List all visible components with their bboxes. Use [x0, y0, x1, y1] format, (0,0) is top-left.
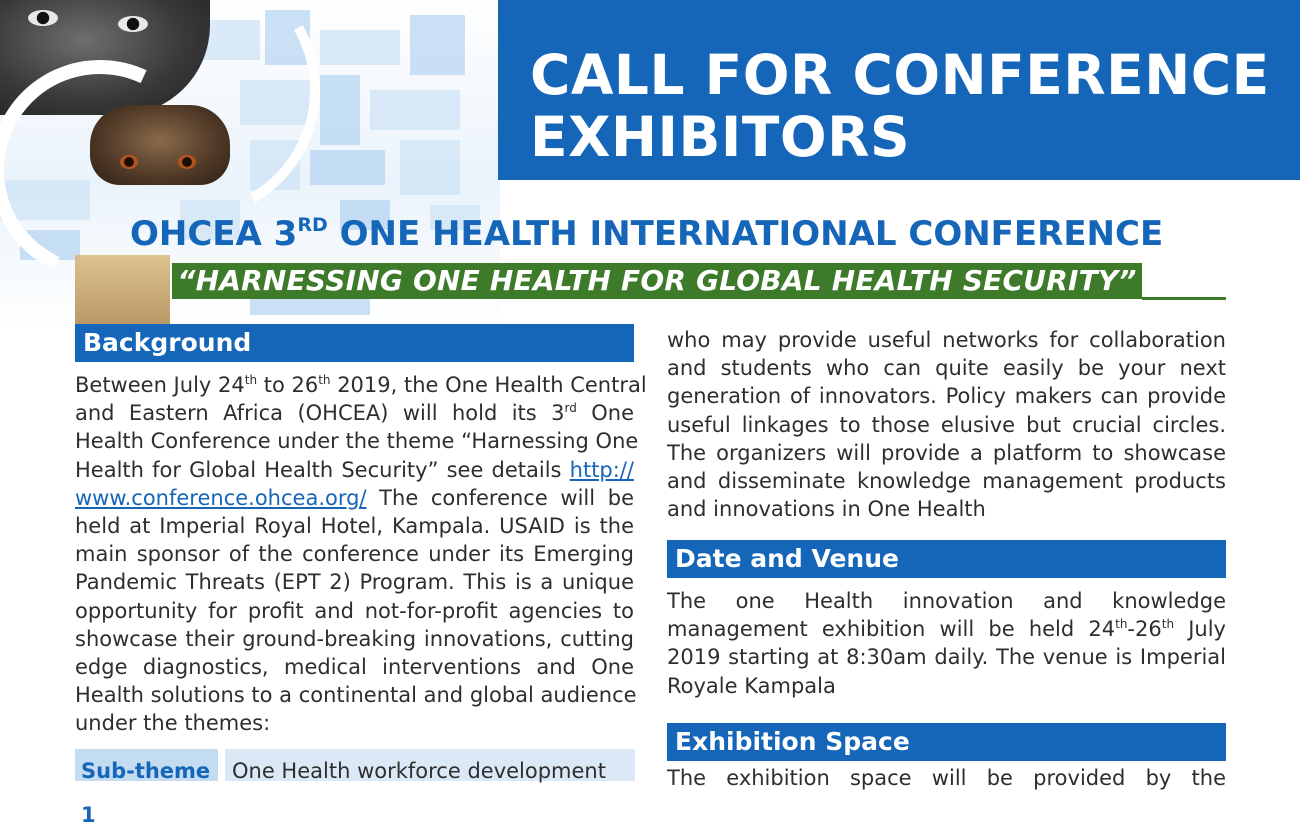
conference-heading-prefix: OHCEA 3 [130, 214, 298, 254]
background-line: main sponsor of the conference under its Emerging [75, 542, 634, 567]
date-venue-line: 2019 starting at 8:30am daily. The venue is Imperial [667, 645, 1226, 670]
continuation-line: and disseminate knowledge management products [667, 469, 1226, 494]
conference-url-link[interactable]: www.conference.ohcea.org/ [75, 485, 367, 510]
subtheme-value [225, 749, 635, 781]
background-line: and Eastern Africa (OHCEA) will hold its 3rd One [75, 401, 635, 426]
date-venue-line: Royale Kampala [667, 673, 836, 698]
background-line: Health Conference under the theme “Harnessing One [75, 429, 639, 454]
continuation-line: generation of innovators. Policy makers can provide [667, 384, 1226, 409]
subtheme-label-text: Sub-theme 1 [81, 759, 211, 827]
date-venue-line: management exhibition will be held 24th-26th July [667, 617, 1226, 642]
page-title: CALL FOR CONFERENCE EXHIBITORS [530, 43, 1270, 169]
conference-heading-ordinal: RD [297, 214, 328, 236]
exhibition-space-heading [667, 723, 1226, 761]
conference-theme: “HARNESSING ONE HEALTH FOR GLOBAL HEALTH SECURITY” [177, 264, 1137, 297]
theme-rule [1142, 297, 1226, 300]
conference-heading [130, 203, 1240, 256]
subtheme-value-text: One Health workforce development [232, 759, 606, 783]
continuation-line: who may provide useful networks for collaboration [667, 328, 1226, 352]
exhibition-space-line: The exhibition space will be provided by the [667, 766, 1226, 790]
date-venue-heading-text: Date and Venue [675, 544, 899, 573]
background-line: Health for Global Health Security” see details http:// [75, 457, 634, 482]
background-line: edge diagnostics, medical interventions and One [75, 655, 634, 680]
background-paragraph [75, 371, 647, 738]
date-venue-paragraph [667, 587, 1226, 700]
theme-banner [172, 263, 1142, 299]
background-line: held at Imperial Royal Hotel, Kampala. USAID is the [75, 514, 634, 539]
background-line: www.conference.ohcea.org/ The conference will be [75, 485, 634, 510]
background-line: showcase their ground-breaking innovations, cutting [75, 626, 634, 651]
continuation-line: The organizers will provide a platform to showcase [667, 440, 1226, 465]
background-line: opportunity for profit and not-for-profit agencies to [75, 598, 634, 623]
conference-heading-suffix: ONE HEALTH INTERNATIONAL CONFERENCE [327, 214, 1164, 254]
background-line: Health solutions to a continental and global audience [75, 683, 637, 708]
background-line: Between July 24th to 26th 2019, the One Health Central [75, 373, 647, 397]
continuation-paragraph [667, 326, 1226, 523]
background-line: under the themes: [75, 711, 271, 736]
exhibition-space-paragraph [667, 764, 1226, 790]
exhibition-space-heading-text: Exhibition Space [675, 727, 910, 756]
date-venue-line: The one Health innovation and knowledge [667, 589, 1226, 613]
conference-url-link[interactable]: http:// [569, 457, 634, 482]
continuation-line: and students who can quite easily be your next [667, 356, 1226, 381]
subtheme-label [75, 749, 218, 827]
continuation-line: and innovations in One Health [667, 497, 986, 522]
background-heading [75, 324, 634, 362]
continuation-line: useful linkages to those elusive but crucial circles. [667, 412, 1226, 437]
background-line: Pandemic Threats (EPT 2) Program. This is a unique [75, 570, 634, 595]
date-venue-heading [667, 540, 1226, 578]
background-heading-text: Background [83, 328, 252, 357]
title-banner [498, 0, 1300, 180]
